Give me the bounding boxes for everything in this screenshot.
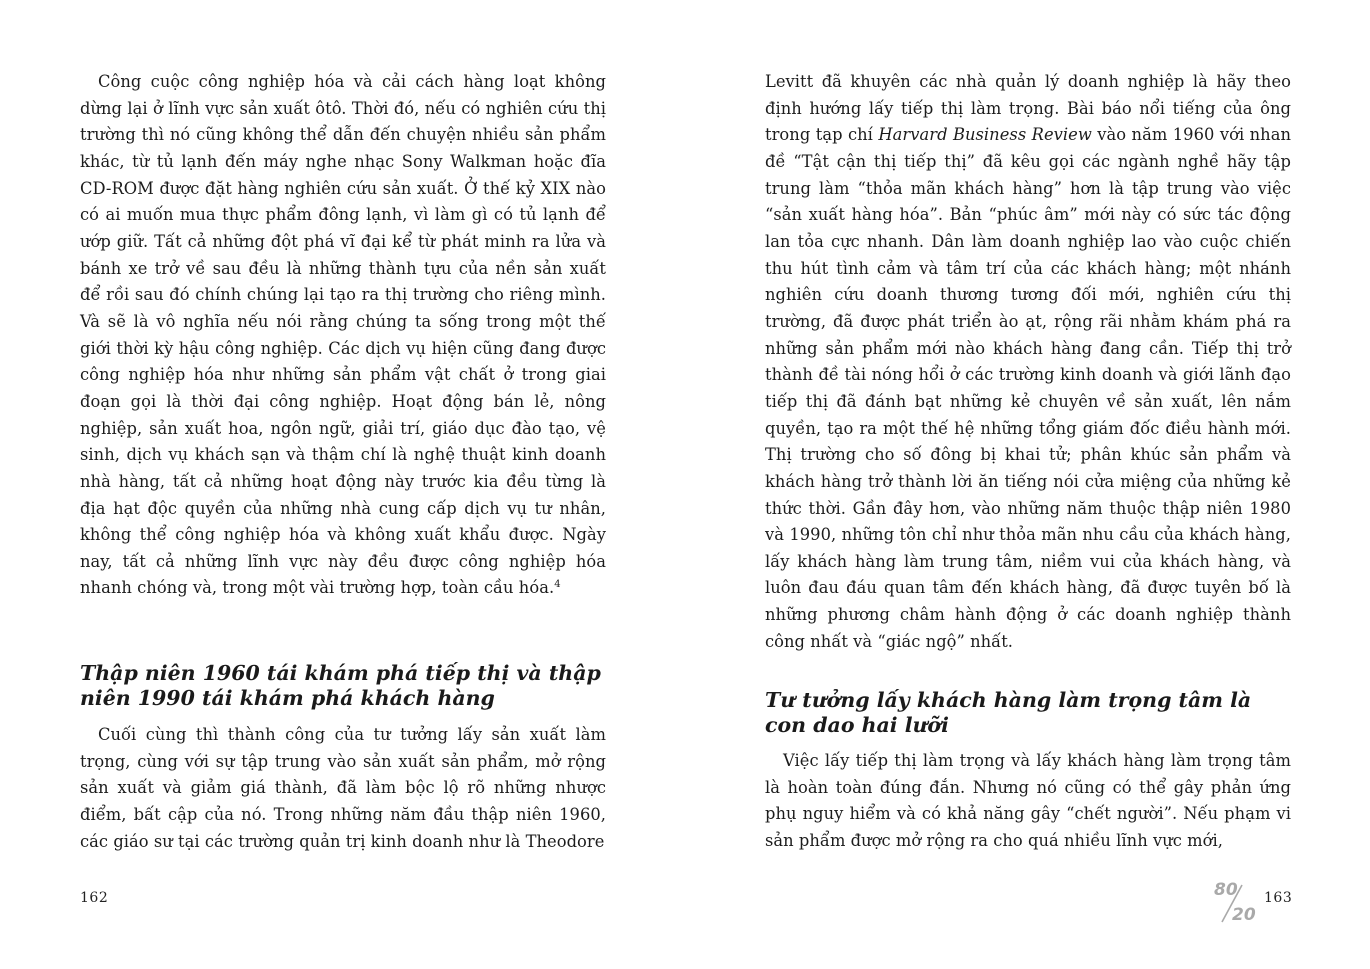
- right-paragraph-1-text-a: Levitt đã khuyên các nhà quản lý doanh nghiệp là hãy theo định hướng lấy tiếp thị làm trọng. Bài báo nổi tiếng của ông trong tạp chí: [765, 72, 1291, 145]
- right-paragraph-1: [765, 69, 1291, 655]
- journal-title: Harvard Business Review: [878, 125, 1092, 145]
- right-paragraph-1-text-b: vào năm 1960 với nhan đề “Tật cận thị tiếp thị” đã kêu gọi các ngành nghề hãy tập trung làm “thỏa mãn khách hàng” hơn là tập trung vào việc “sản xuất hàng hóa”. Bản “phúc âm” mới này có sức tác động lan tỏa cực nhanh. Dân làm doanh nghiệp lao vào cuộc chiến thu hút tình cảm và tâm trí của các khách hàng; một nhánh nghiên cứu doanh thương tương đối mới, nghiên cứu thị trường, đã được phát triển ào ạt, rộng rãi nhằm khám phá ra những sản phẩm mới nào khách hàng đang cần. Tiếp thị trở thành đề tài nóng hổi ở các trường kinh doanh và giới lãnh đạo tiếp thị đã đánh bạt những kẻ chuyên về sản xuất, lên nắm quyền, tạo ra một thế hệ những tổng giám đốc điều hành mới. Thị trường cho số đông bị khai tử; phân khúc sản phẩm và khách hàng trở thành lời ăn tiếng nói cửa miệng của những kẻ thức thời. Gần đây hơn, vào những năm thuộc thập niên 1980 và 1990, những tôn chỉ như thỏa mãn nhu cầu của khách hàng, lấy khách hàng làm trung tâm, niềm vui của khách hàng, và luôn đau đáu quan tâm đến khách hàng, đã được tuyên bố là những phương châm hành động ở các doanh nghiệp thành công nhất và “giác ngộ” nhất.: [765, 125, 1292, 651]
- left-section-heading: Thập niên 1960 tái khám phá tiếp thị và thập niên 1990 tái khám phá khách hàng: [80, 661, 601, 710]
- right-section-heading: Tư tưởng lấy khách hàng làm trọng tâm là con dao hai lưỡi: [765, 688, 1252, 737]
- left-paragraph-2: Cuối cùng thì thành công của tư tưởng lấy sản xuất làm trọng, cùng với sự tập trung vào sản xuất sản phẩm, mở rộng sản xuất và giảm giá thành, đã làm bộc lộ rõ những nhược điểm, bất cập của nó. Trong những năm đầu thập niên 1960, các giáo sư tại các trường quản trị kinh doanh như là Theodore: [80, 725, 606, 851]
- book-logo-8020-icon: [1212, 878, 1264, 924]
- left-paragraph-1: [80, 69, 606, 602]
- left-page-number: 162: [80, 890, 109, 906]
- logo-bottom-number: 20: [1232, 905, 1256, 924]
- footnote-mark: 4: [554, 579, 561, 591]
- logo-top-number: 80: [1214, 880, 1238, 900]
- right-page-number: 163: [1264, 890, 1293, 906]
- right-paragraph-2: Việc lấy tiếp thị làm trọng và lấy khách hàng làm trọng tâm là hoàn toàn đúng đắn. Nhưng nó cũng có thể gây phản ứng phụ nguy hiểm và có khả năng gây “chết người”. Nếu phạm vi sản phẩm được mở rộng ra cho quá nhiều lĩnh vực mới,: [765, 751, 1291, 850]
- right-page: [765, 0, 1291, 969]
- left-paragraph-1-text: Công cuộc công nghiệp hóa và cải cách hàng loạt không dừng lại ở lĩnh vực sản xuất ôtô. Thời đó, nếu có nghiên cứu thị trường thì nó cũng không thể dẫn đến chuyện nhiều sản phẩm khác, từ tủ lạnh đến máy nghe nhạc Sony Walkman hoặc đĩa CD-ROM được đặt hàng nghiên cứu sản xuất. Ở thế kỷ XIX nào có ai muốn mua thực phẩm đông lạnh, vì làm gì có tủ lạnh để ướp giữ. Tất cả những đột phá vĩ đại kể từ phát minh ra lửa và bánh xe trở về sau đều là những thành tựu của nền sản xuất để rồi sau đó chính chúng lại tạo ra thị trường cho riêng mình. Và sẽ là vô nghĩa nếu nói rằng chúng ta sống trong một thế giới thời kỳ hậu công nghiệp. Các dịch vụ hiện cũng đang được công nghiệp hóa như những sản phẩm vật chất ở trong giai đoạn gọi là thời đại công nghiệp. Hoạt động bán lẻ, nông nghiệp, sản xuất hoa, ngôn ngữ, giải trí, giáo dục đào tạo, vệ sinh, dịch vụ khách sạn và thậm chí là nghệ thuật kinh doanh nhà hàng, tất cả những hoạt động này trước kia đều từng là địa hạt độc quyền của những nhà cung cấp dịch vụ tư nhân, không thể công nghiệp hóa và không xuất khẩu được. Ngày nay, tất cả những lĩnh vực này đều được công nghiệp hóa nhanh chóng và, trong một vài trường hợp, toàn cầu hóa.: [80, 72, 606, 598]
- left-page: [80, 0, 606, 969]
